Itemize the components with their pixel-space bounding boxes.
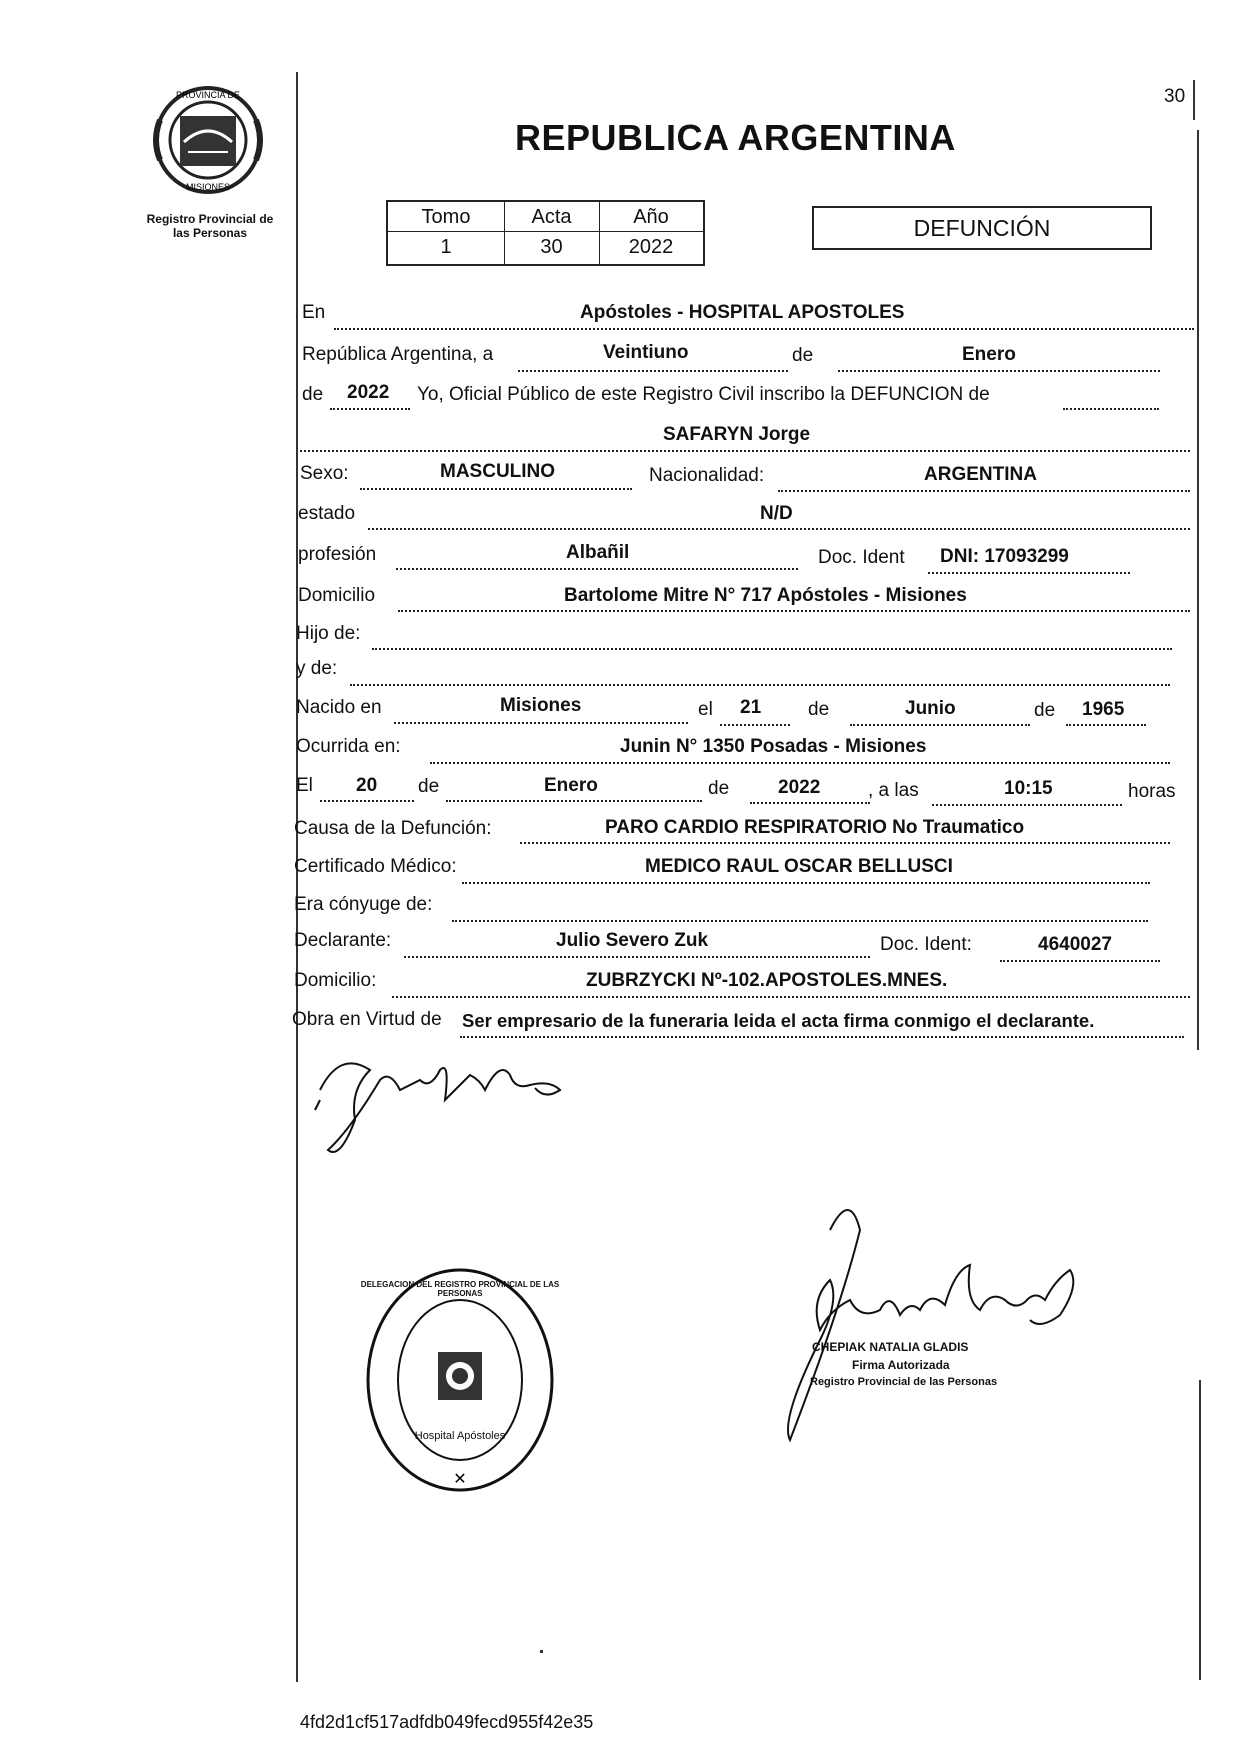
seal-ring-text: DELEGACION DEL REGISTRO PROVINCIAL DE LAS PERSONAS (360, 1280, 560, 1298)
horas-label: horas (1128, 781, 1176, 802)
official-name: CHEPIAK NATALIA GLADIS (812, 1340, 969, 1354)
province-logo (148, 80, 268, 200)
right-margin-line-top (1193, 80, 1195, 120)
record-type: DEFUNCIÓN (913, 215, 1051, 241)
conyuge-label: Era cónyuge de: (294, 894, 433, 915)
table-header-acta: Acta (531, 206, 572, 228)
profesion-label: profesión (298, 544, 377, 565)
death-time: 10:15 (1004, 778, 1053, 799)
domicilio-label: Domicilio (298, 585, 376, 606)
official-seal (360, 1260, 560, 1500)
page-number: 30 (1164, 86, 1186, 107)
declarante-doc: 4640027 (1038, 934, 1112, 955)
record-type-box (812, 206, 1152, 250)
table-value-acta: 30 (540, 236, 563, 258)
logo-text-top: PROVINCIA DE (175, 90, 241, 100)
domicilio-value: Bartolome Mitre N° 717 Apóstoles - Misiones (564, 585, 967, 606)
footer-hash: 4fd2d1cf517adfdb049fecd955f42e35 (300, 1712, 594, 1732)
domicilio2-label: Domicilio: (294, 970, 377, 991)
el-label: el (698, 699, 713, 720)
logo-text-bottom: MISIONES (185, 182, 231, 192)
table-header-tomo: Tomo (421, 206, 471, 228)
causa-value: PARO CARDIO RESPIRATORIO No Traumatico (605, 817, 1025, 838)
nacionalidad-value: ARGENTINA (924, 464, 1037, 485)
declarant-signature (310, 1030, 630, 1170)
de3-label: de (808, 699, 830, 720)
table-value-anio: 2022 (628, 236, 674, 258)
de-label: de (792, 345, 814, 366)
right-margin-line-bottom (1199, 1380, 1201, 1680)
table-header-anio: Año (633, 206, 669, 228)
year-value: 2022 (347, 382, 390, 403)
right-margin-line (1197, 130, 1199, 1050)
nacido-mes: Junio (905, 698, 956, 719)
registry-name (125, 212, 295, 240)
declarante-label: Declarante: (294, 930, 392, 951)
de5-label: de (418, 776, 440, 797)
mark-dot (540, 1650, 543, 1653)
causa-label: Causa de la Defunción: (294, 818, 492, 839)
reference-table (386, 200, 705, 266)
official-text: Yo, Oficial Público de este Registro Civil inscribo la DEFUNCION de (417, 384, 990, 405)
en-label: En (302, 302, 326, 323)
obra-value: Ser empresario de la funeraria leida el acta firma conmigo el declarante. (462, 1010, 1095, 1031)
estado-label: estado (298, 503, 356, 524)
declarante-value: Julio Severo Zuk (556, 930, 709, 951)
place-value: Apóstoles - HOSPITAL APOSTOLES (580, 302, 905, 323)
nacido-lugar: Misiones (500, 695, 582, 716)
cert-label: Certificado Médico: (294, 856, 457, 877)
el2-label: El (296, 775, 313, 796)
doc2-label: Doc. Ident: (880, 934, 972, 955)
page-title: REPUBLICA ARGENTINA (515, 117, 956, 158)
nacido-anio: 1965 (1082, 699, 1125, 720)
deceased-name: SAFARYN Jorge (663, 424, 811, 445)
sexo-label: Sexo: (300, 463, 349, 484)
doc-label: Doc. Ident (818, 547, 905, 568)
obra-label: Obra en Virtud de (292, 1009, 442, 1030)
seal-inner-text: Hospital Apóstoles (414, 1430, 506, 1442)
nacido-label: Nacido en (296, 697, 382, 718)
de4-label: de (1034, 700, 1056, 721)
month-text: Enero (962, 344, 1016, 365)
rep-label: República Argentina, a (302, 344, 494, 365)
doc-value: DNI: 17093299 (940, 546, 1069, 567)
registry-line1: Registro Provincial de (146, 212, 274, 226)
cert-value: MEDICO RAUL OSCAR BELLUSCI (645, 856, 953, 877)
de6-label: de (708, 778, 730, 799)
death-day: 20 (356, 775, 378, 796)
nacionalidad-label: Nacionalidad: (649, 465, 765, 486)
alas-label: , a las (868, 780, 919, 801)
official-org: Registro Provincial de las Personas (810, 1376, 998, 1388)
hijo-label: Hijo de: (296, 623, 361, 644)
yde-label: y de: (296, 658, 338, 679)
ocurrida-value: Junin N° 1350 Posadas - Misiones (620, 736, 927, 757)
death-year: 2022 (778, 777, 821, 798)
svg-text:✕: ✕ (453, 1471, 467, 1488)
day-text: Veintiuno (603, 342, 689, 363)
sexo-value: MASCULINO (440, 461, 556, 482)
table-value-tomo: 1 (440, 236, 452, 258)
declarante-domicilio: ZUBRZYCKI Nº-102.APOSTOLES.MNES. (586, 970, 948, 991)
ocurrida-label: Ocurrida en: (296, 736, 401, 757)
official-role: Firma Autorizada (852, 1358, 950, 1372)
estado-value: N/D (760, 503, 793, 524)
official-signature (770, 1190, 1110, 1450)
nacido-dia: 21 (740, 697, 762, 718)
de2-label: de (302, 384, 324, 405)
registry-line2: las Personas (172, 226, 248, 240)
profesion-value: Albañil (566, 542, 630, 563)
death-month: Enero (544, 775, 598, 796)
